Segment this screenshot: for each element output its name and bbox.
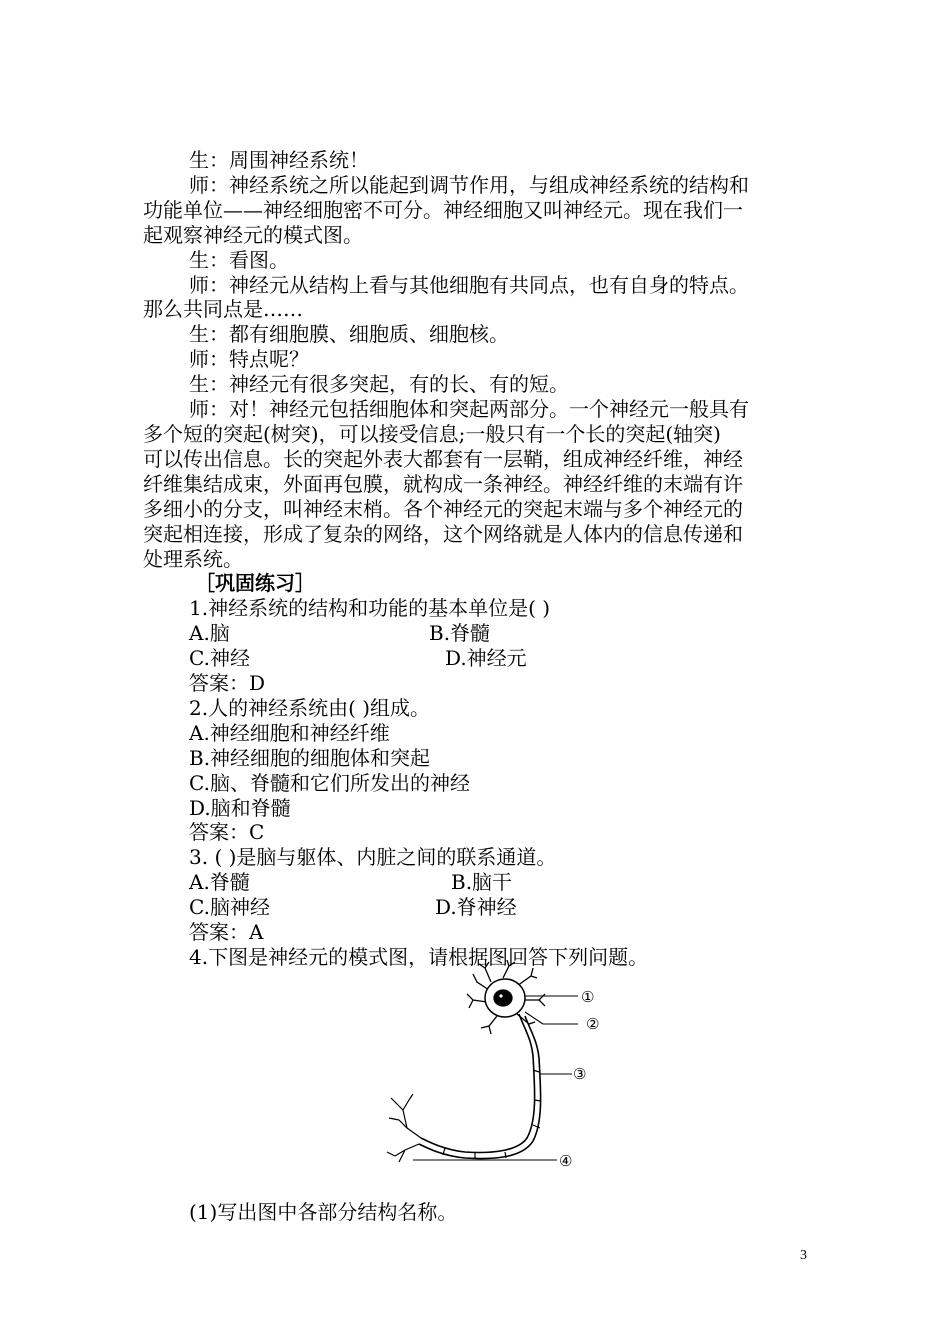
axon xyxy=(419,1014,541,1159)
text-line: 突起相连接，形成了复杂的网络，这个网络就是人体内的信息传递和 xyxy=(143,521,743,546)
section-heading: ［巩固练习］ xyxy=(195,571,315,596)
answer-text: 答案：C xyxy=(189,820,265,845)
question-stem: 4.下图是神经元的模式图，请根据图回答下列问题。 xyxy=(189,945,649,969)
option-c: C.脑、脊髓和它们所发出的神经 xyxy=(189,770,470,795)
label-1: ① xyxy=(581,988,595,1006)
answer-text: 答案：A xyxy=(189,920,264,945)
text-line: 起观察神经元的模式图。 xyxy=(143,222,363,247)
option-d: D.神经元 xyxy=(445,646,527,671)
text-line: 生：都有细胞膜、细胞质、细胞核。 xyxy=(189,322,509,347)
sub-question: (1)写出图中各部分结构名称。 xyxy=(189,1200,458,1224)
text-line: 纤维集结成束，外面再包膜，就构成一条神经。神经纤维的末端有许 xyxy=(143,471,743,496)
question-2 xyxy=(143,696,813,845)
text-line: 师：神经系统之所以能起到调节作用，与组成神经系统的结构和 xyxy=(189,172,749,197)
page-number: 3 xyxy=(800,1248,807,1263)
question-stem: 2.人的神经系统由( )组成。 xyxy=(189,695,431,720)
text-line: 生：神经元有很多突起，有的长、有的短。 xyxy=(189,372,569,397)
question-1 xyxy=(143,596,813,696)
dialogue-block xyxy=(143,148,813,571)
text-line: 生：周围神经系统！ xyxy=(189,148,369,172)
option-row xyxy=(143,646,813,671)
text-line: 多细小的分支，叫神经末梢。各个神经元的突起末端与多个神经元的 xyxy=(143,496,743,521)
question-stem: 3. ( )是脑与躯体、内脏之间的联系通道。 xyxy=(189,845,557,870)
option-c: C.脑神经 xyxy=(189,895,270,920)
neuron-diagram xyxy=(385,960,615,1175)
option-b: B.脊髓 xyxy=(429,621,491,646)
text-line: 师：神经元从结构上看与其他细胞有共同点，也有自身的特点。 xyxy=(189,272,749,297)
option-b: B.神经细胞的细胞体和突起 xyxy=(189,745,431,770)
text-line: 可以传出信息。长的突起外表大都套有一层鞘，组成神经纤维，神经 xyxy=(143,446,743,471)
question-3 xyxy=(143,845,813,945)
option-a: A.脊髓 xyxy=(189,870,250,895)
question-stem: 1.神经系统的结构和功能的基本单位是( ) xyxy=(189,596,551,621)
option-b: B.脑干 xyxy=(451,870,513,895)
label-2: ② xyxy=(586,1015,600,1033)
option-row xyxy=(143,621,813,646)
option-c: C.神经 xyxy=(189,646,250,671)
option-row xyxy=(143,870,813,895)
text-line: 生：看图。 xyxy=(189,247,289,272)
option-d: D.脑和脊髓 xyxy=(189,795,291,820)
option-d: D.脊神经 xyxy=(435,895,517,920)
option-row xyxy=(143,895,813,920)
leader-lines xyxy=(413,996,578,1160)
option-a: A.神经细胞和神经纤维 xyxy=(189,720,390,745)
option-a: A.脑 xyxy=(189,621,230,646)
nerve-endings xyxy=(387,1094,421,1162)
text-line: 多个短的突起(树突)，可以接受信息;一般只有一个长的突起(轴突) xyxy=(143,421,721,446)
text-line: 那么共同点是…… xyxy=(143,297,303,322)
text-line: 处理系统。 xyxy=(143,546,243,571)
answer-text: 答案：D xyxy=(189,671,266,696)
text-line: 师：对！神经元包括细胞体和突起两部分。一个神经元一般具有 xyxy=(189,397,749,422)
body-text xyxy=(143,148,813,970)
label-4: ④ xyxy=(559,1152,573,1170)
label-3: ③ xyxy=(573,1065,587,1083)
cell-body xyxy=(467,960,545,1034)
text-line: 功能单位——神经细胞密不可分。神经细胞又叫神经元。现在我们一 xyxy=(143,197,743,222)
text-line: 师：特点呢？ xyxy=(189,347,309,372)
